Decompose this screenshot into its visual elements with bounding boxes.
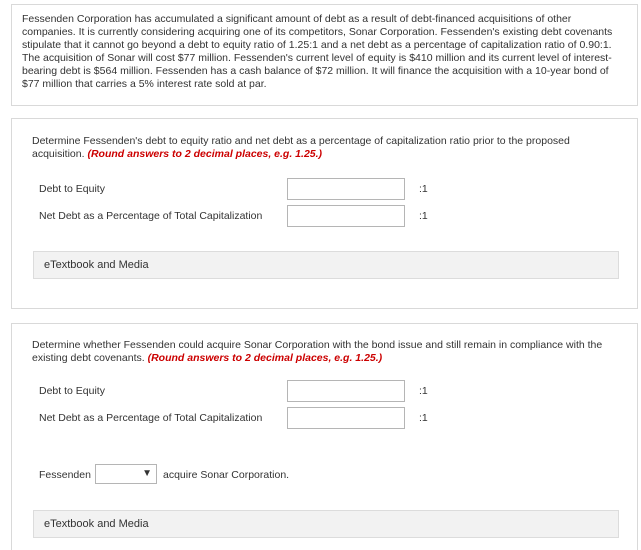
debt-to-equity-label: Debt to Equity xyxy=(39,385,105,397)
chevron-down-icon: ▼ xyxy=(142,468,152,479)
debt-to-equity-input[interactable] xyxy=(287,380,405,402)
debt-to-equity-label: Debt to Equity xyxy=(39,183,105,195)
question-1-rounding-note: (Round answers to 2 decimal places, e.g. 1.25.) xyxy=(87,148,323,160)
net-debt-capitalization-label: Net Debt as a Percentage of Total Capitalization xyxy=(39,210,263,222)
compliance-select-prefix: Fessenden xyxy=(39,469,91,481)
question-part-1 xyxy=(11,118,638,309)
ratio-suffix: :1 xyxy=(419,412,428,424)
net-debt-capitalization-input[interactable] xyxy=(287,407,405,429)
question-1-text xyxy=(32,135,617,161)
debt-to-equity-row xyxy=(39,380,629,404)
compliance-select[interactable] xyxy=(95,464,157,484)
debt-to-equity-input[interactable] xyxy=(287,178,405,200)
debt-to-equity-row xyxy=(39,178,629,202)
etextbook-media-button[interactable]: eTextbook and Media xyxy=(33,251,619,279)
ratio-suffix: :1 xyxy=(419,183,428,195)
net-debt-capitalization-label: Net Debt as a Percentage of Total Capitalization xyxy=(39,412,263,424)
question-2-text xyxy=(32,339,617,365)
ratio-suffix: :1 xyxy=(419,385,428,397)
question-1-prompt: Determine Fessenden's debt to equity ratio and net debt as a percentage of capitalization ratio prior to the proposed acquisition. xyxy=(32,135,570,160)
question-2-prompt: Determine whether Fessenden could acquire Sonar Corporation with the bond issue and still remain in compliance with the existing debt covenants. xyxy=(32,339,603,364)
net-debt-capitalization-input[interactable] xyxy=(287,205,405,227)
net-debt-capitalization-row xyxy=(39,407,629,431)
compliance-select-suffix: acquire Sonar Corporation. xyxy=(163,469,290,481)
etextbook-media-button[interactable]: eTextbook and Media xyxy=(33,510,619,538)
problem-statement-text: Fessenden Corporation has accumulated a significant amount of debt as a result of debt-financed acquisitions of other companies. It is currently considering acquiring one of its competitors, Sonar Corporation. Fessenden's existing debt covenants stipulate that it cannot go beyond a debt to equity ratio of 1.25:1 and a net debt as a percentage of capitalization ratio of 0.90:1. The acquisition of Sonar will cost $77 million. Fessenden's current level of equity is $410 million and its current level of interest-bearing debt is $564 million. Fessenden has a cash balance of $72 million. It will finance the acquisition with a 10-year bond of $77 million that carries a 5% interest rate sold at par. xyxy=(22,13,613,90)
problem-statement-panel xyxy=(11,4,638,106)
ratio-suffix: :1 xyxy=(419,210,428,222)
net-debt-capitalization-row xyxy=(39,205,629,229)
question-part-2 xyxy=(11,323,638,550)
question-2-rounding-note: (Round answers to 2 decimal places, e.g. 1.25.) xyxy=(147,352,383,364)
